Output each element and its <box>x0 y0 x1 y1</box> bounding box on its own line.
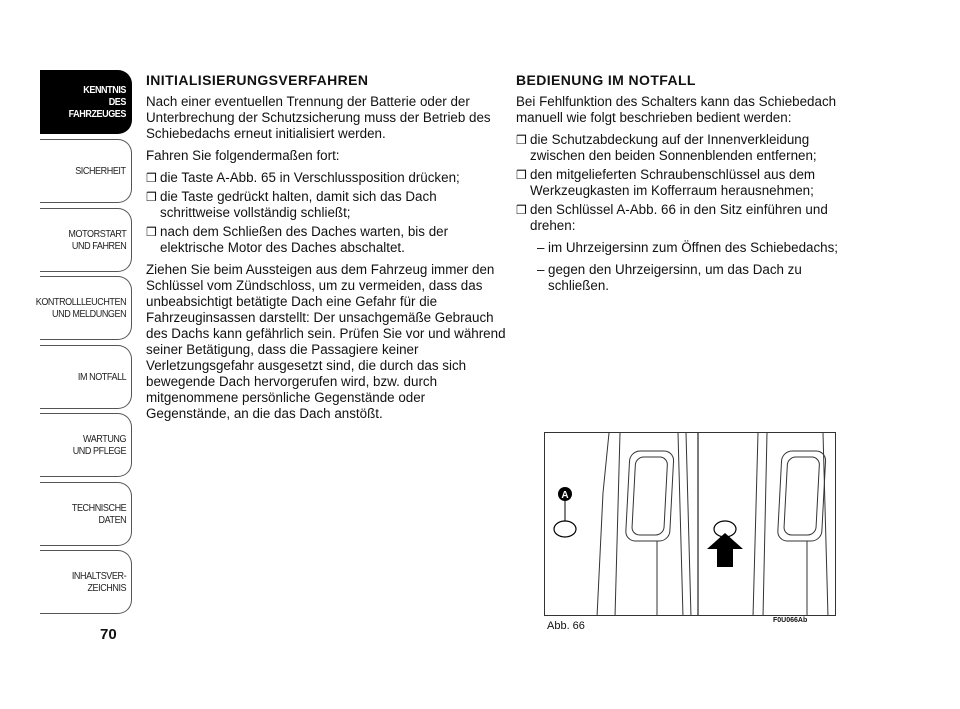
intro-paragraph: Bei Fehlfunktion des Schalters kann das Schiebedach manuell wie folgt beschrieben bedient werden: <box>516 94 837 125</box>
roof-panel-illustration <box>545 433 836 616</box>
sub-list-item-text: gegen den Uhrzeigersinn, um das Dach zu schließen. <box>548 262 802 293</box>
dash-symbol: – <box>537 262 545 277</box>
tab-wartung-und-pflege[interactable] <box>40 413 132 477</box>
bullet-square-icon: ❒ <box>516 203 527 217</box>
sub-list-item-text: im Uhrzeigersinn zum Öffnen des Schiebedachs; <box>548 240 839 255</box>
bullet-square-icon: ❒ <box>146 225 157 239</box>
list-item-text: die Taste gedrückt halten, damit sich das Dach schrittweise vollständig schließt; <box>160 189 437 220</box>
right-column <box>516 72 861 298</box>
figure-code: F0U066Ab <box>773 617 808 624</box>
page-number: 70 <box>100 626 117 643</box>
tab-label: MOTORSTART UND FAHREN <box>68 228 126 252</box>
bullet-square-icon: ❒ <box>516 133 527 147</box>
tab-im-notfall[interactable] <box>40 345 132 409</box>
list-item-text: die Taste A-Abb. 65 in Verschlussposition drücken; <box>160 170 460 185</box>
tab-inhaltsverzeichnis[interactable] <box>40 550 132 614</box>
bullet-square-icon: ❒ <box>146 171 157 185</box>
bullet-square-icon: ❒ <box>146 190 157 204</box>
access-hole-icon <box>554 521 576 537</box>
list-item-text: die Schutzabdeckung auf der Innenverkleidung zwischen den beiden Sonnenblenden entfernen; <box>530 132 817 163</box>
list-item-text: nach dem Schließen des Daches warten, bis der elektrische Motor des Daches abschaltet. <box>160 224 449 255</box>
tab-label: INHALTSVER- ZEICHNIS <box>71 570 126 594</box>
section-heading-initialisierung: INITIALISIERUNGSVERFAHREN <box>146 72 369 88</box>
steps-intro: Fahren Sie folgendermaßen fort: <box>146 148 340 163</box>
intro-paragraph: Nach einer eventuellen Trennung der Batterie oder der Unterbrechung der Schutzsicherung muss der Betrieb des Schiebedachs erneut initialisiert werden. <box>146 94 491 141</box>
tab-label: IM NOTFALL <box>77 371 126 383</box>
sub-list-item <box>516 262 861 294</box>
section-heading-notfall: BEDIENUNG IM NOTFALL <box>516 72 696 88</box>
tab-label: KENNTNIS DES FAHRZEUGES <box>68 84 126 120</box>
arrow-up-icon <box>707 533 743 567</box>
figure-caption: Abb. 66 <box>547 620 585 632</box>
tab-sicherheit[interactable] <box>40 139 132 203</box>
marker-a-label: A <box>561 490 569 501</box>
list-item-text: den Schlüssel A-Abb. 66 in den Sitz einführen und drehen: <box>530 202 828 233</box>
tab-label: SICHERHEIT <box>75 165 126 177</box>
tab-kontrollleuchten-und-meldungen[interactable] <box>35 276 132 340</box>
figure-illustration <box>544 432 836 616</box>
list-item <box>516 202 861 234</box>
list-item <box>146 170 506 186</box>
dash-symbol: – <box>537 240 545 255</box>
tab-technische-daten[interactable] <box>40 482 132 546</box>
list-item-text: den mitgelieferten Schraubenschlüssel aus dem Werkzeugkasten im Kofferraum herausnehmen; <box>530 167 816 198</box>
left-column <box>146 72 506 428</box>
tab-motorstart-und-fahren[interactable] <box>40 208 132 272</box>
tab-label: TECHNISCHE DATEN <box>71 502 126 526</box>
warning-paragraph: Ziehen Sie beim Aussteigen aus dem Fahrzeug immer den Schlüssel vom Zündschloss, um zu vermeiden, dass das unbeabsichtigt betätigte Dach eine Gefahr für die Fahrzeuginsassen darstellt: Der unsachgemäße Gebrauch des Dachs kann gefährlich sein. Prüfen Sie vor und während seiner Betätigung, dass die Passagiere keiner Verletzungsgefahr ausgesetzt sind, die durch das sich bewegende Dach hervorgerufen wird, bzw. durch mitgenommene persönliche Gegenstände oder Gegenstände, an die das Dach anstößt. <box>146 262 506 421</box>
tab-kenntnis-des-fahrzeuges[interactable] <box>40 70 132 134</box>
list-item <box>146 189 506 221</box>
list-item <box>516 132 861 164</box>
bullet-square-icon: ❒ <box>516 168 527 182</box>
tab-label: WARTUNG UND PFLEGE <box>72 433 126 457</box>
tab-label: KONTROLLLEUCHTEN UND MELDUNGEN <box>35 296 126 320</box>
list-item <box>516 167 861 199</box>
list-item <box>146 224 506 256</box>
sub-list-item <box>516 240 861 256</box>
